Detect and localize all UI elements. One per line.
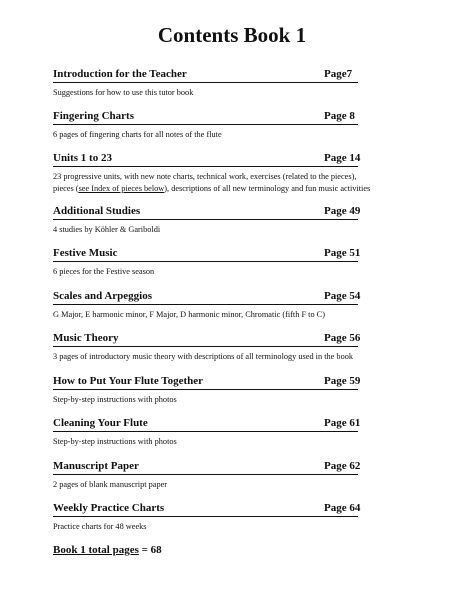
total-pages-label: Book 1 total pages bbox=[53, 544, 139, 556]
toc-entry-heading[interactable] bbox=[53, 151, 361, 167]
toc-entry-heading[interactable] bbox=[53, 374, 361, 390]
toc-entry-description: Step-by-step instructions with photos bbox=[53, 437, 177, 446]
toc-entry-description-text: pieces ( bbox=[53, 184, 79, 193]
toc-entry-heading[interactable] bbox=[53, 416, 361, 432]
toc-entry-practice-charts bbox=[53, 501, 361, 533]
toc-entry-page[interactable]: Page7 bbox=[324, 68, 353, 80]
toc-entry-heading[interactable] bbox=[53, 331, 361, 347]
toc-entry-title[interactable]: Units 1 to 23 bbox=[53, 152, 112, 164]
toc-entry-description: Practice charts for 48 weeks bbox=[53, 522, 147, 531]
toc-entry-title[interactable]: How to Put Your Flute Together bbox=[53, 375, 204, 387]
toc-entry-description bbox=[53, 171, 423, 195]
toc-entry-title[interactable]: Cleaning Your Flute bbox=[53, 417, 148, 429]
index-of-pieces-link[interactable]: see Index of pieces below bbox=[78, 184, 165, 193]
toc-entry-additional-studies bbox=[53, 204, 361, 236]
toc-entry-title[interactable]: Additional Studies bbox=[53, 205, 141, 217]
toc-entry-title[interactable]: Music Theory bbox=[53, 332, 119, 344]
toc-entry-page[interactable]: Page 56 bbox=[324, 332, 361, 344]
toc-entry-description: G Major, E harmonic minor, F Major, D harmonic minor, Chromatic (fifth F to C) bbox=[53, 310, 325, 319]
toc-entry-page[interactable]: Page 64 bbox=[324, 502, 361, 514]
toc-entry-units bbox=[53, 151, 371, 195]
toc-entry-page[interactable]: Page 51 bbox=[324, 247, 361, 259]
toc-entry-page[interactable]: Page 62 bbox=[324, 460, 361, 472]
toc-entry-description-line: 23 progressive units, with new note charts, technical work, exercises (related to the pieces), bbox=[53, 172, 357, 181]
toc-entry-page[interactable]: Page 61 bbox=[324, 417, 361, 429]
toc-entry-heading[interactable] bbox=[53, 289, 361, 305]
total-pages-value: = 68 bbox=[138, 544, 162, 556]
page-title: Contents Book 1 bbox=[157, 23, 307, 47]
toc-entry-description-text: ), descriptions of all new terminology and fun music activities bbox=[164, 184, 371, 193]
toc-entry-heading[interactable] bbox=[53, 501, 361, 517]
toc-entry-cleaning-flute bbox=[53, 416, 361, 448]
toc-entry-description: 6 pages of fingering charts for all notes of the flute bbox=[53, 130, 222, 139]
toc-entry-heading[interactable] bbox=[53, 109, 358, 125]
toc-entry-page[interactable]: Page 54 bbox=[324, 290, 361, 302]
toc-entry-title[interactable]: Fingering Charts bbox=[53, 110, 134, 122]
toc-entry-heading[interactable] bbox=[53, 459, 361, 475]
toc-entry-heading[interactable] bbox=[53, 204, 361, 220]
toc-entry-title[interactable]: Manuscript Paper bbox=[53, 460, 139, 472]
toc-entry-description: 2 pages of blank manuscript paper bbox=[53, 480, 168, 489]
toc-entry-heading[interactable] bbox=[53, 67, 358, 83]
total-pages bbox=[53, 544, 162, 557]
toc-entry-introduction bbox=[53, 67, 358, 99]
toc-entry-title[interactable]: Scales and Arpeggios bbox=[53, 290, 153, 302]
toc-entry-title[interactable]: Festive Music bbox=[53, 247, 118, 259]
toc-entry-description: 4 studies by Köhler & Gariboldi bbox=[53, 225, 161, 234]
toc-entry-description: 6 pieces for the Festive season bbox=[53, 267, 155, 276]
toc-entry-page[interactable]: Page 14 bbox=[324, 152, 361, 164]
toc-entry-festive-music bbox=[53, 246, 361, 278]
toc-entry-description: 3 pages of introductory music theory with descriptions of all terminology used in the book bbox=[53, 352, 354, 361]
toc-entry-flute-assembly bbox=[53, 374, 361, 406]
toc-entry-page[interactable]: Page 49 bbox=[324, 205, 361, 217]
toc-entry-title[interactable]: Weekly Practice Charts bbox=[53, 502, 165, 514]
toc-entry-fingering-charts bbox=[53, 109, 358, 141]
toc-entry-scales-arpeggios bbox=[53, 289, 361, 321]
toc-entry-page[interactable]: Page 8 bbox=[324, 110, 355, 122]
toc-entry-description: Step-by-step instructions with photos bbox=[53, 395, 177, 404]
toc-entry-title[interactable]: Introduction for the Teacher bbox=[53, 68, 187, 80]
toc-entry-heading[interactable] bbox=[53, 246, 361, 262]
toc-entry-music-theory bbox=[53, 331, 361, 363]
toc-entry-page[interactable]: Page 59 bbox=[324, 375, 361, 387]
toc-entry-description: Suggestions for how to use this tutor book bbox=[53, 88, 194, 97]
toc-entry-manuscript-paper bbox=[53, 459, 361, 491]
